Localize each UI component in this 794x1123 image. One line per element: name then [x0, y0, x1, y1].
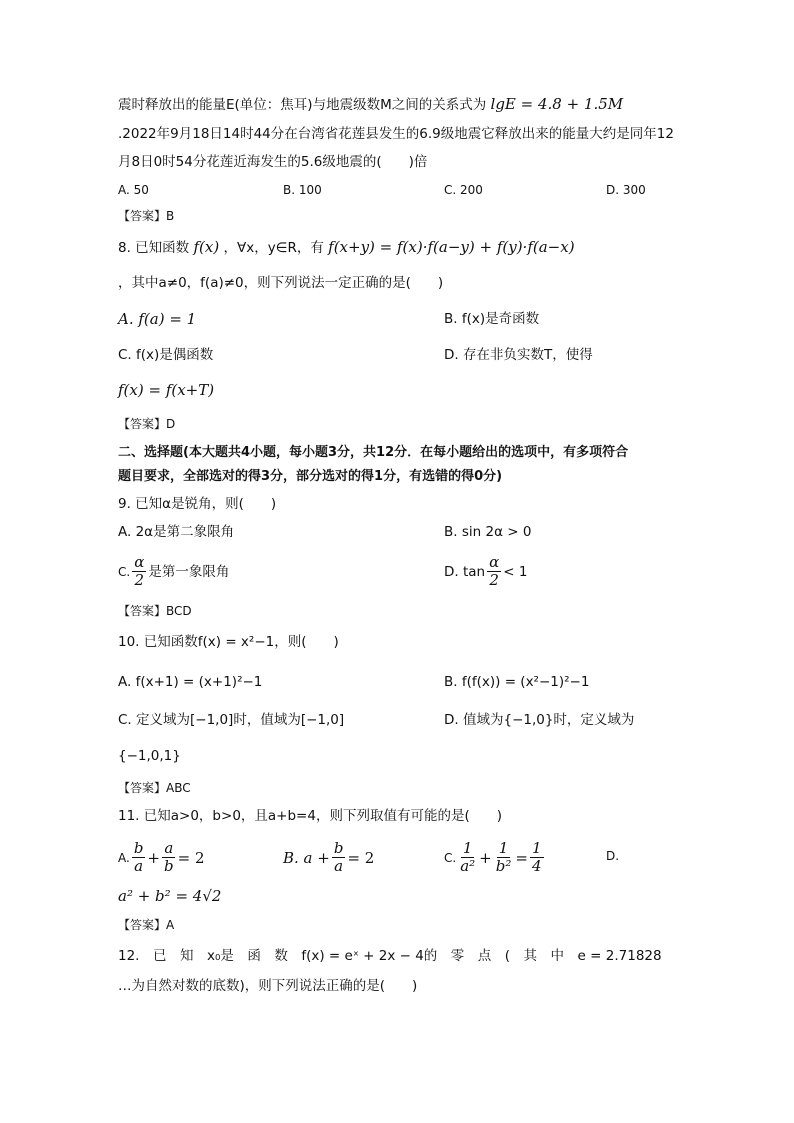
q11-option-a-frac2 — [162, 840, 176, 875]
q9-option-d-den: 2 — [489, 571, 499, 589]
q11-option-c-den1: a² — [460, 857, 476, 875]
q11-option-a-plus: + — [147, 848, 160, 867]
q11-option-b-num: b — [333, 839, 344, 857]
q11-option-a-frac1 — [132, 840, 146, 875]
q11-option-c-num1: 1 — [462, 839, 473, 857]
q11-option-c-equals: = — [515, 848, 528, 867]
q7-text-line2: .2022年9月18日14时44分在台湾省花莲县发生的6.9级地震它释放出来的能量大约是同年12 — [118, 126, 674, 142]
q7-option-a: A. 50 — [118, 183, 149, 197]
q7-text-line1 — [118, 94, 623, 115]
q9-option-d-fraction — [487, 554, 501, 589]
q8-fx: f(x) — [193, 238, 220, 256]
q9-option-c-label: C. — [118, 564, 131, 579]
q11-option-c-frac2 — [494, 840, 514, 875]
q9-stem: 9. 已知α是锐角，则( ) — [118, 496, 277, 512]
q7-answer: 【答案】B — [118, 209, 175, 223]
q10-answer: 【答案】ABC — [118, 781, 191, 795]
q11-option-d-label: D. — [606, 849, 620, 863]
q8-option-d-cont — [118, 380, 214, 401]
q8-stem-line2: ，其中a≠0，f(a)≠0，则下列说法一定正确的是( ) — [118, 275, 444, 291]
q7-text-line3: 月8日0时54分花莲近海发生的5.6级地震的( )倍 — [118, 154, 428, 170]
q8-option-b: B. f(x)是奇函数 — [444, 311, 540, 327]
q9-option-d-text: < 1 — [503, 563, 528, 580]
q10-option-a: A. f(x+1) = (x+1)²−1 — [118, 674, 263, 690]
q8-intro: 8. 已知函数 — [118, 240, 190, 256]
q7-option-c: C. 200 — [444, 183, 483, 197]
q11-option-c-den3: 4 — [531, 857, 542, 875]
q11-option-d — [118, 886, 221, 907]
q8-option-d-formula: f(x) = f(x+T) — [118, 381, 215, 399]
q11-option-a-num1: b — [133, 839, 144, 857]
q9-option-c-num: α — [134, 553, 145, 571]
q9-option-c-text: 是第一象限角 — [148, 563, 230, 580]
q10-option-b: B. f(f(x)) = (x²−1)²−1 — [444, 674, 590, 690]
q8-equation: f(x+y) = f(x)·f(a−y) + f(y)·f(a−x) — [328, 238, 575, 256]
q11-option-a-den2: b — [164, 857, 174, 875]
q11-option-b-den: a — [334, 857, 344, 875]
q7-option-d: D. 300 — [606, 183, 646, 197]
q11-option-d-formula: a² + b² = 4√2 — [118, 887, 222, 905]
q11-option-c-frac3 — [530, 840, 544, 875]
q10-stem: 10. 已知函数f(x) = x²−1，则( ) — [118, 634, 339, 650]
q11-option-b-tail: = 2 — [347, 848, 375, 867]
q11-option-c-num3: 1 — [531, 839, 542, 857]
q11-stem: 11. 已知a>0，b>0，且a+b=4，则下列取值有可能的是( ) — [118, 808, 502, 824]
q7-stem-part: 震时释放出的能量E(单位：焦耳)与地震级数M之间的关系式为 — [118, 97, 487, 113]
q11-option-b-label: B. a + — [283, 848, 330, 867]
section2-heading-line1: 二、选择题(本大题共4小题，每小题3分，共12分．在每小题给出的选项中，有多项符合 — [118, 445, 629, 460]
q11-option-a-label: A. — [118, 850, 130, 865]
q11-answer: 【答案】A — [118, 918, 175, 932]
section2-heading-line2: 题目要求，全部选对的得3分，部分选对的得1分，有选错的得0分) — [118, 469, 503, 484]
q11-option-b-frac — [332, 840, 346, 875]
q11-option-a-tail: = 2 — [177, 848, 205, 867]
q12-stem-line1: 12. 已 知 x₀是 函 数 f(x) = eˣ + 2x − 4的 零 点 ( 其 中 e = 2.71828 — [118, 948, 662, 964]
q9-option-d-label: D. tan — [444, 563, 486, 580]
q7-option-b: B. 100 — [283, 183, 322, 197]
q9-option-d-num: α — [489, 553, 500, 571]
q10-option-d: D. 值域为{−1,0}时，定义域为 — [444, 712, 635, 728]
q11-option-c-plus: + — [479, 848, 492, 867]
q11-option-c-den2: b² — [495, 857, 512, 875]
q8-stem-line1 — [118, 237, 575, 258]
q10-option-c: C. 定义域为[−1,0]时，值域为[−1,0] — [118, 712, 345, 728]
q9-option-d — [444, 554, 527, 589]
q11-option-a-num2: a — [164, 839, 174, 857]
q8-option-a-text: A. f(a) = 1 — [118, 310, 197, 328]
q8-answer: 【答案】D — [118, 417, 176, 431]
q11-option-c-num2: 1 — [498, 839, 509, 857]
q11-option-c-label: C. — [444, 850, 457, 865]
q11-option-c-frac1 — [458, 840, 477, 875]
q9-answer: 【答案】BCD — [118, 604, 192, 618]
q8-option-d: D. 存在非负实数T，使得 — [444, 347, 593, 363]
q9-option-b: B. sin 2α > 0 — [444, 524, 532, 540]
q9-option-c-den: 2 — [134, 571, 145, 589]
q9-option-a: A. 2α是第二象限角 — [118, 524, 235, 540]
q11-option-a — [118, 840, 205, 875]
q9-option-c-fraction — [132, 554, 146, 589]
q9-option-c — [118, 554, 229, 589]
q11-option-a-den1: a — [134, 857, 144, 875]
q11-option-c — [444, 840, 546, 875]
q8-option-a — [118, 309, 196, 330]
q8-forall: ，∀x，y∈R，有 — [223, 240, 324, 256]
q12-stem-line2: …为自然对数的底数)，则下列说法正确的是( ) — [118, 978, 418, 994]
q10-option-d-cont: {−1,0,1} — [118, 748, 181, 764]
q7-formula: lgE = 4.8 + 1.5M — [490, 95, 624, 113]
q8-option-c: C. f(x)是偶函数 — [118, 347, 214, 363]
q11-option-b — [283, 840, 374, 875]
